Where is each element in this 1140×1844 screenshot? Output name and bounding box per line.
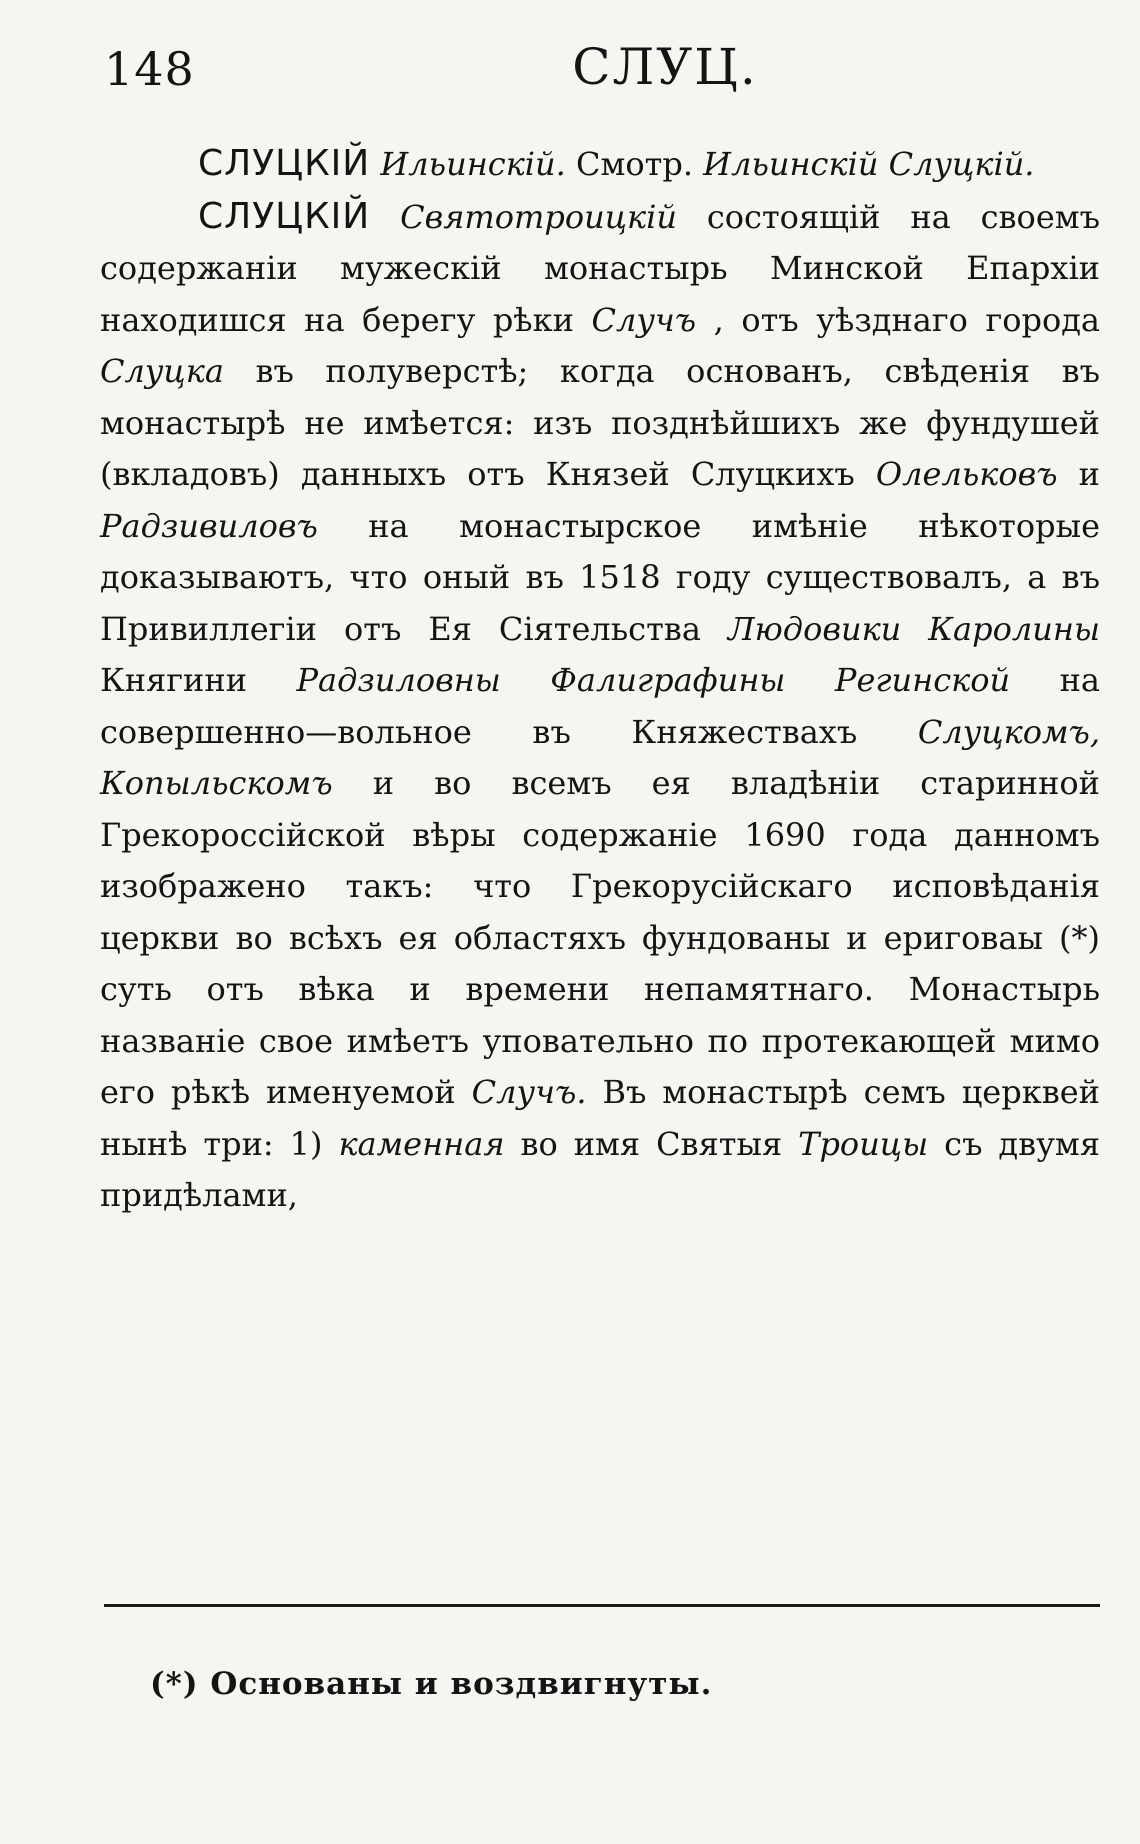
italic-run: Случъ. — [471, 1073, 587, 1111]
text-run: на монастырское имѣніе нѣкоторые доказываютъ, что оный въ 1518 году существовалъ, а въ Привиллегіи отъ Ея Сіятельства — [100, 506, 1100, 648]
text-run: и — [1057, 455, 1101, 493]
text-run: на совершенно—вольное въ Княжествахъ — [100, 661, 1100, 751]
entry-svyatotroitsky — [100, 191, 1100, 1222]
cross-reference: Ильинскій Слуцкій. — [703, 145, 1035, 183]
italic-run: Слуцкомъ, Копыльскомъ — [100, 712, 1100, 802]
text-run: , отъ уѣзднаго города — [696, 300, 1100, 339]
italic-run: Слуцка — [100, 352, 224, 390]
body-text — [100, 138, 1100, 1222]
text-run: и во всемъ ея владѣніи старинной Грекороссійской вѣры содержаніе 1690 года данномъ изображено такъ: что Грекорусійскаго исповѣданія церкви во всѣхъ ея областяхъ фундованы и ериговаы (*) суть отъ вѣка и времени непамятнаго. Монастырь названіе свое имѣетъ уповательно по протекающей мимо его рѣкѣ именуемой — [100, 764, 1100, 1111]
text-run: Въ монастырѣ семъ церквей нынѣ три: 1) — [100, 1073, 1101, 1163]
text-run: во имя Святыя — [504, 1124, 799, 1163]
entry-name: Святотроицкій — [400, 197, 677, 236]
see-reference: Смотр. — [565, 145, 704, 183]
text-run: Княгини — [100, 661, 297, 699]
entry-heading: СЛУЦКІЙ — [198, 143, 371, 184]
italic-run: Радзиловны Фалиграфины Регинской — [296, 661, 1011, 699]
italic-run: Людовики Каролины — [727, 609, 1101, 648]
page-number: 148 — [104, 42, 195, 96]
italic-run: каменная — [338, 1124, 505, 1163]
italic-run: Олельковъ — [875, 455, 1058, 493]
running-head: СЛУЦ. — [572, 38, 758, 96]
italic-run: Радзивиловъ — [100, 506, 318, 545]
italic-run: Случъ — [591, 300, 697, 339]
text-run: состоящій на своемъ содержаніи мужескій монастырь Минской Епархіи находишся на берегу рѣки — [100, 197, 1101, 339]
entry-heading: СЛУЦКІЙ — [198, 195, 371, 237]
entry-ilinsky — [100, 138, 1100, 191]
entry-name: Ильинскій. — [380, 145, 566, 183]
italic-run: Троицы — [798, 1124, 929, 1163]
text-run: съ двумя придѣлами, — [100, 1124, 1101, 1214]
footnote: (*) Основаны и воздвигнуты. — [150, 1666, 713, 1702]
page-header — [100, 28, 1080, 108]
footnote-rule — [104, 1604, 1100, 1607]
text-run: въ полуверстѣ; когда основанъ, свѣденія въ монастырѣ не имѣется: изъ позднѣйшихъ же фундушей (вкладовъ) данныхъ отъ Князей Слуцкихъ — [100, 352, 1100, 493]
